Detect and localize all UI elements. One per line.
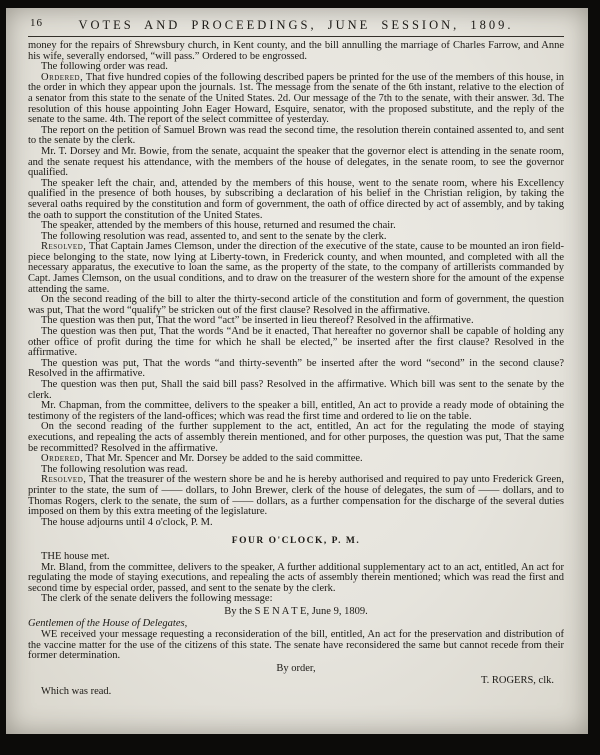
paragraph: The speaker left the chair, and, attended by the members of this house, went to the senate room, where his Excellency qualified in the presence of both houses, by subscribing a declaration of his belief in the Christian religion, by taking the several oaths required by the constitution and form of government, the oath of office directed by act of assembly, and by taking the oath to support the constitution of the United States. [28,177,564,221]
header-rule [28,36,564,37]
paragraph: Resolved, That the treasurer of the western shore be and he is hereby authorised and required to pay unto Frederick Green, printer to the state, the sum of —— dollars, to John Brewer, clerk of the house of delegates, the sum of —— dollars, and to Thomas Rogers, clerk to the senate, the sum of —— dollars, as a further compensation for the discharge of the several duties imposed on them by this extra meeting of the legislature. [28,474,564,518]
paragraph-lead: Resolved, [41,241,87,253]
paragraph: The speaker, attended by the members of this house, returned and resumed the chair. [41,220,396,232]
paragraph: money for the repairs of Shrewsbury church, in Kent county, and the bill annulling the marriage of Charles Farrow, and Anne his wife, severally endorsed, “will pass.” Ordered to be engrossed. [28,40,564,62]
paragraph: The question was then put, That the word “act” be inserted in lieu thereof? Resolved in the affirmative. [41,315,474,327]
paragraph-lead: Resolved, [41,474,87,486]
paragraph: The question was put, That the words “and thirty-seventh” be inserted after the word “second” in the second clause? Resolved in the affirmative. [28,357,564,380]
page-header [28,13,564,33]
paragraph: Ordered, That Mr. Spencer and Mr. Dorsey be added to the said committee. [41,453,363,465]
paragraph: By order, [276,662,316,674]
paragraph-lead: Ordered, [41,71,84,83]
paragraph: Which was read. [41,686,112,698]
page-title: VOTES AND PROCEEDINGS, JUNE SESSION, 1809. [78,18,514,32]
paragraph: Resolved, That Captain James Clemson, under the direction of the executive of the state, cause to be mounted an iron field-piece belonging to the state, now lying at Liberty-town, in Frederick county, and when mounted, and completed with all the necessary apparatus, the executive to loan the same, as the property of the state, to the company of artillerists commanded by Capt. James Clemson, on the usual conditions, and to draw on the treasurer of the western shore for the amount of the expense attending the same. [28,241,564,295]
paragraph: The clerk of the senate delivers the following message: [41,593,273,605]
paragraph: The following resolution was read, assented to, and sent to the senate by the clerk. [41,230,387,242]
paragraph: On the second reading of the bill to alter the thirty-second article of the constitution and form of government, the question was put, That the word “qualify” be stricken out of the first clause? Resolved in the affirmative. [28,294,564,316]
paragraph: By the S E N A T E, June 9, 1809. [224,605,368,617]
paragraph-lead: Ordered, [41,453,84,465]
page-number: 16 [30,17,43,29]
document-body [28,41,564,698]
paragraph: The house adjourns until 4 o'clock, P. M. [41,516,213,528]
paragraph: Mr. T. Dorsey and Mr. Bowie, from the senate, acquaint the speaker that the governor elect is attending in the senate room, and the senate request his attendance, with the members of the house of delegates, in the senate room, to see the governor qualified. [28,145,564,179]
paragraph: Mr. Chapman, from the committee, delivers to the speaker a bill, entitled, An act to provide a ready mode of obtaining the testimony of the registers of the land-offices; which was read the first time and ordered to lie on the table. [28,400,564,422]
paragraph: Ordered, That five hundred copies of the following described papers be printed for the use of the members of this house, in the order in which they appear upon the journals. 1st. The message from the senate of the 6th instant, relative to the election of a senator from this state to the senate of the United States. 2d. Our message of the 7th to the senate, with their answer. 3d. The resolution of this house appointing John Eager Howard, Esquire, senator, with the proposed substitute, and the reply of the senate to the same. 4th. The report of the select committee of yesterday. [28,71,564,126]
paragraph: Gentlemen of the House of Delegates, [28,618,188,630]
paragraph: THE house met. [41,550,110,562]
paragraph: FOUR O'CLOCK, P. M. [231,536,361,547]
paragraph: The question was then put, That the words “And be it enacted, That hereafter no governor shall be capable of holding any other office of profit during the time for which he shall be elected,” be inserted after the first clause? Resolved in the affirmative. [28,326,564,359]
paragraph: WE received your message requesting a reconsideration of the bill, entitled, An act for the preservation and distribution of the vaccine matter for the use of the citizens of this state. The senate have reconsidered the same but cannot recede from their former determination. [28,629,564,662]
paragraph: T. ROGERS, clk. [480,675,554,687]
paragraph: Mr. Bland, from the committee, delivers to the speaker, A further additional supplementary act to an act, entitled, An act for regulating the mode of staying executions, and repealing the acts of assembly therein mentioned; which was read the first and second time by especial order, passed, and sent to the senate by the clerk. [28,561,564,594]
paragraph: The following resolution was read. [41,463,188,475]
paragraph: The report on the petition of Samuel Brown was read the second time, the resolution therein contained assented to, and sent to the senate by the clerk. [28,124,564,147]
page [6,8,588,734]
paragraph: The following order was read. [41,61,168,73]
paragraph: The question was then put, Shall the said bill pass? Resolved in the affirmative. Which bill was sent to the senate by the clerk. [28,379,564,401]
paragraph: On the second reading of the further supplement to the act, entitled, An act for the regulating the mode of staying executions, and repealing the acts of assembly therein mentioned, and for other purposes, the question was put, That the same be recommitted? Resolved in the affirmative. [28,421,564,454]
